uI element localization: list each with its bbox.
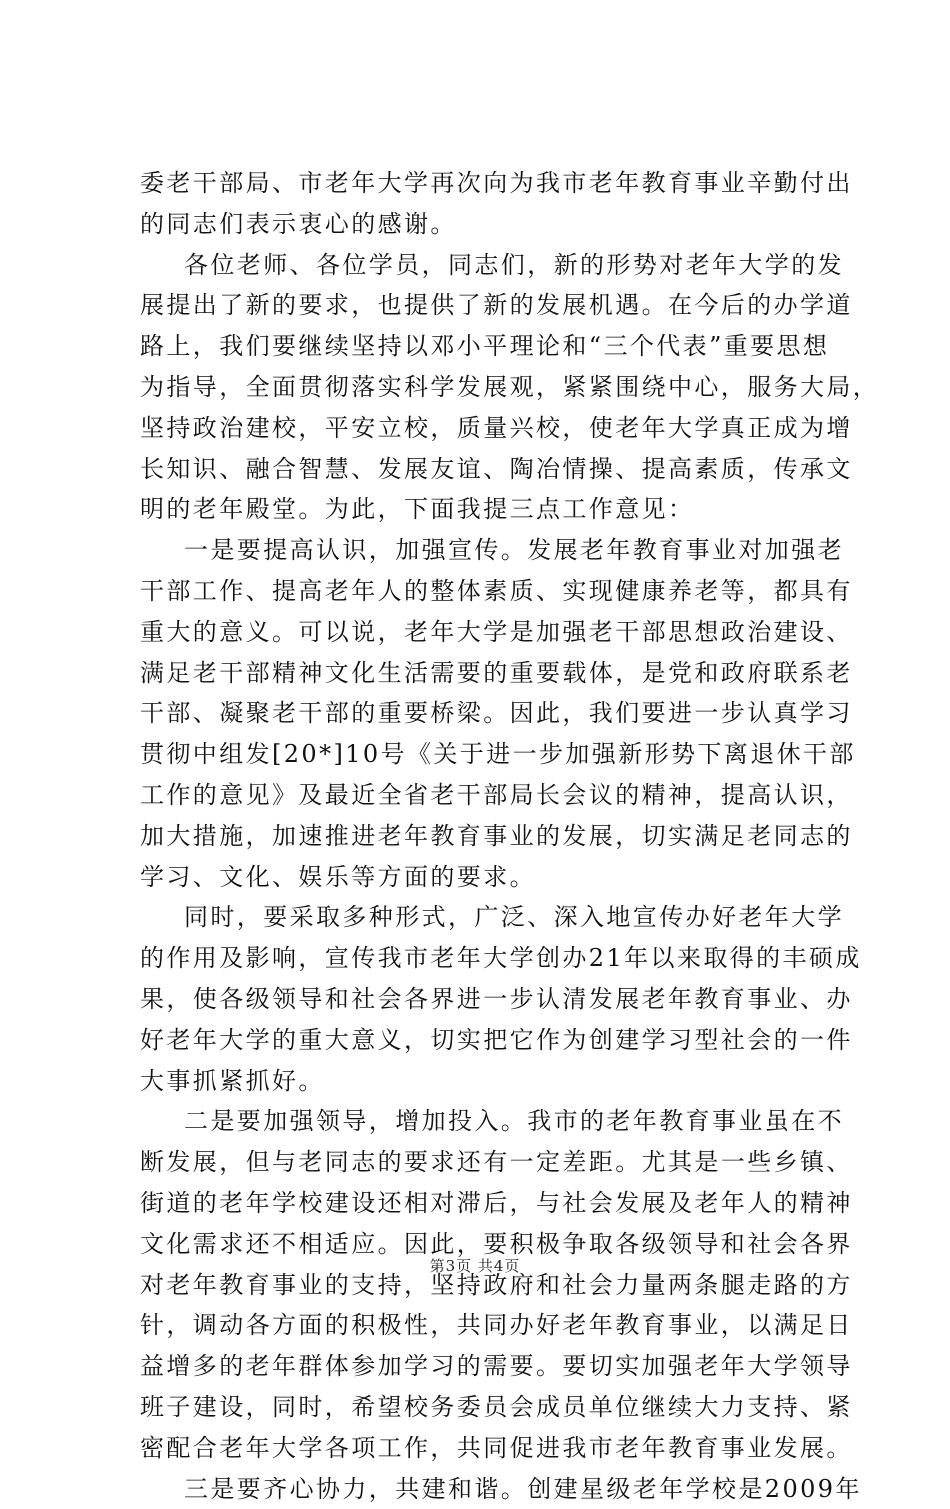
text-line: 街道的老年学校建设还相对滞后，与社会发展及老年人的精神 bbox=[140, 1183, 840, 1224]
text-line: 工作的意见》及最近全省老干部局长会议的精神，提高认识， bbox=[140, 775, 840, 816]
text-line: 益增多的老年群体参加学习的需要。要切实加强老年大学领导 bbox=[140, 1346, 840, 1387]
text-line: 重大的意义。可以说，老年大学是加强老干部思想政治建设、 bbox=[140, 612, 840, 653]
text-line: 好老年大学的重大意义，切实把它作为创建学习型社会的一件 bbox=[140, 1020, 840, 1061]
text-line: 学习、文化、娱乐等方面的要求。 bbox=[140, 857, 840, 898]
text-line: 果，使各级领导和社会各界进一步认清发展老年教育事业、办 bbox=[140, 979, 840, 1020]
text-line: 对老年教育事业的支持，坚持政府和社会力量两条腿走路的方 bbox=[140, 1265, 840, 1306]
paragraph-first-line: 三是要齐心协力，共建和谐。创建星级老年学校是2009年 bbox=[140, 1469, 840, 1509]
text-line: 加大措施，加速推进老年教育事业的发展，切实满足老同志的 bbox=[140, 816, 840, 857]
page-footer: 第3页 共4页 bbox=[0, 1255, 950, 1276]
text-line: 路上，我们要继续坚持以邓小平理论和“三个代表”重要思想 bbox=[140, 326, 840, 367]
text-line: 干部、凝聚老干部的重要桥梁。因此，我们要进一步认真学习 bbox=[140, 693, 840, 734]
text-line: 的作用及影响，宣传我市老年大学创办21年以来取得的丰硕成 bbox=[140, 938, 840, 979]
text-line: 针，调动各方面的积极性，共同办好老年教育事业，以满足日 bbox=[140, 1305, 840, 1346]
paragraph-first-line: 二是要加强领导，增加投入。我市的老年教育事业虽在不 bbox=[140, 1101, 840, 1142]
body-text bbox=[140, 163, 840, 1509]
text-line: 为指导，全面贯彻落实科学发展观，紧紧围绕中心，服务大局， bbox=[140, 367, 840, 408]
text-line: 的同志们表示衷心的感谢。 bbox=[140, 204, 840, 245]
text-line: 满足老干部精神文化生活需要的重要载体，是党和政府联系老 bbox=[140, 653, 840, 694]
text-line: 展提出了新的要求，也提供了新的发展机遇。在今后的办学道 bbox=[140, 285, 840, 326]
text-line: 长知识、融合智慧、发展友谊、陶冶情操、提高素质，传承文 bbox=[140, 449, 840, 490]
paragraph-first-line: 同时，要采取多种形式，广泛、深入地宣传办好老年大学 bbox=[140, 897, 840, 938]
paragraph-first-line: 一是要提高认识，加强宣传。发展老年教育事业对加强老 bbox=[140, 530, 840, 571]
text-line: 委老干部局、市老年大学再次向为我市老年教育事业辛勤付出 bbox=[140, 163, 840, 204]
text-line: 班子建设，同时，希望校务委员会成员单位继续大力支持、紧 bbox=[140, 1387, 840, 1428]
text-line: 坚持政治建校，平安立校，质量兴校，使老年大学真正成为增 bbox=[140, 408, 840, 449]
text-line: 大事抓紧抓好。 bbox=[140, 1061, 840, 1102]
text-line: 密配合老年大学各项工作，共同促进我市老年教育事业发展。 bbox=[140, 1428, 840, 1469]
text-line: 贯彻中组发[20*]10号《关于进一步加强新形势下离退休干部 bbox=[140, 734, 840, 775]
text-line: 文化需求还不相适应。因此，要积极争取各级领导和社会各界 bbox=[140, 1224, 840, 1265]
text-line: 断发展，但与老同志的要求还有一定差距。尤其是一些乡镇、 bbox=[140, 1142, 840, 1183]
text-line: 明的老年殿堂。为此，下面我提三点工作意见： bbox=[140, 489, 840, 530]
paragraph-first-line: 各位老师、各位学员，同志们，新的形势对老年大学的发 bbox=[140, 245, 840, 286]
text-line: 干部工作、提高老年人的整体素质、实现健康养老等，都具有 bbox=[140, 571, 840, 612]
